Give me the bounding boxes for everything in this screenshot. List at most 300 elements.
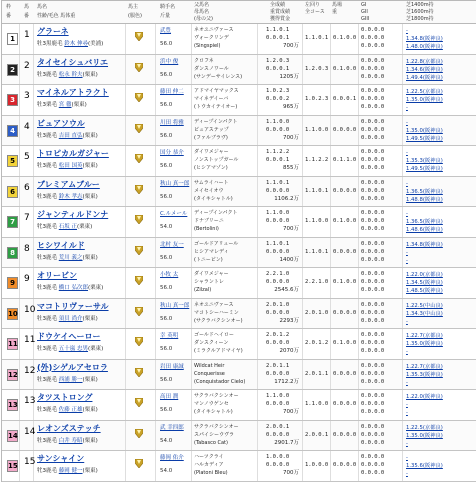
horse-name-link[interactable]: サンシャイン [37, 454, 85, 463]
dam-name: マコトシーハーミン [194, 309, 239, 316]
dam-name: スパイシーウヴラ [194, 431, 235, 438]
column-divider [358, 85, 359, 115]
horse-name-link[interactable]: ヒシワイルド [37, 240, 85, 250]
best-time-1400[interactable]: 1.22.5(京都良) [406, 424, 443, 431]
horse-info [37, 314, 98, 322]
gold-badge-icon [135, 337, 143, 346]
best-time-1600[interactable]: 1.36.5(阪神良) [406, 219, 443, 225]
column-divider [358, 329, 359, 359]
trainer-link[interactable]: 松永 幹夫 [58, 71, 83, 78]
column-divider [402, 238, 403, 268]
jockey-link[interactable]: 秋山 真一郎 [160, 302, 190, 309]
trainer-region: (栗東) [82, 132, 98, 139]
track-record: 0.0.0.1 [333, 96, 357, 102]
horse-name-link[interactable]: タイセイシュバリエ [37, 57, 109, 67]
g3-record: 0.0.0.0 [361, 134, 385, 141]
column-divider [302, 85, 303, 115]
best-time-1800[interactable]: - [406, 410, 408, 416]
table-row [2, 299, 476, 330]
trainer-link[interactable]: 藤岡 健一 [58, 468, 83, 474]
best-time-1400[interactable]: - [406, 455, 408, 461]
carried-weight: 54.0 [160, 437, 173, 444]
dam-name: ドナブリーニ [194, 218, 224, 224]
column-divider [19, 451, 20, 481]
horse-name-link[interactable]: ブレミアムブルー [37, 179, 100, 189]
gold-badge-icon [135, 368, 143, 377]
column-divider [358, 177, 359, 207]
damsire-name: (Singspiel) [194, 43, 221, 49]
g3-record: 0.0.0.0 [361, 348, 385, 354]
column-divider [330, 238, 331, 268]
carried-weight: 56.0 [160, 346, 173, 352]
horse-sex: 牡3 [37, 132, 46, 139]
column-divider [125, 421, 126, 451]
trainer-link[interactable]: 松田 国英 [58, 163, 83, 169]
column-divider [402, 55, 403, 85]
horse-name-link[interactable]: ドウケイへーロー [37, 332, 101, 341]
column-divider [19, 390, 20, 420]
sire-name: ダイワメジャー [194, 271, 229, 277]
trainer-link[interactable]: 鈴木 伸尋 [64, 41, 89, 47]
g2-record: 0.0.0.0 [361, 248, 385, 255]
damsire-name: (Tabasco Cat) [194, 439, 228, 446]
header-heavy: 重 [332, 9, 338, 15]
best-time-1800[interactable]: 1.48.8(阪神良) [406, 196, 443, 203]
horse-name-link[interactable]: ジャンティルドンナ [37, 210, 109, 219]
column-divider [402, 24, 403, 54]
damsire-name: (ファルブラヴ) [194, 134, 228, 141]
best-time-1400[interactable]: 1.22.0(阪神良) [406, 394, 443, 400]
column-divider [257, 451, 258, 481]
trainer-link[interactable]: 西浦 勝一 [58, 376, 83, 383]
best-time-1400[interactable]: 1.22.0(京都良) [406, 272, 443, 278]
header-best1800: 芝1800m持 [406, 16, 434, 22]
horse-name-link[interactable]: マイネルアトラクト [37, 88, 109, 97]
horse-info [37, 436, 98, 444]
career-record: 1.0.0.0 [266, 454, 290, 460]
best-time-1600[interactable]: - [406, 249, 408, 256]
column-divider [302, 268, 303, 298]
horse-coat: 鹿毛 [46, 224, 58, 230]
damsire-name: (タイキシャトル) [194, 195, 233, 202]
g1-record: 0.0.0.0 [361, 332, 385, 338]
column-divider [257, 268, 258, 298]
horse-coat: 鹿毛 [46, 132, 58, 139]
career-record: 1.1.0.0 [266, 210, 290, 216]
trainer-region: (栗東) [82, 71, 98, 78]
best-time-1400[interactable]: 1.22.7(京都良) [406, 333, 443, 339]
graded-record: 0.0.0.1 [266, 65, 290, 72]
horse-name-link[interactable]: ビュアソウル [37, 118, 85, 128]
pedigree [194, 362, 245, 386]
column-divider [155, 299, 156, 329]
jockey-link[interactable]: 藤岡 佑介 [160, 455, 184, 461]
best-time-1400[interactable]: - [406, 150, 408, 156]
damsire-name: (トウカイテイオー) [194, 104, 238, 110]
column-divider [125, 268, 126, 298]
best-time-1800[interactable]: 1.48.5(阪神良) [406, 288, 443, 294]
prize-money: 2545.6万 [274, 287, 299, 293]
column-divider [302, 329, 303, 359]
sire-name: ディープインパクト [194, 210, 238, 216]
best-time-1600[interactable]: 1.35.6(阪神良) [406, 463, 443, 469]
column-divider [358, 207, 359, 237]
jockey-link[interactable]: 浜中 俊 [160, 58, 179, 65]
prize-money: 700万 [283, 470, 299, 476]
trainer-link[interactable]: 五十嵐 忠男 [58, 346, 89, 352]
best-time-1400[interactable]: 1.22.5(中山良) [406, 302, 443, 309]
trainer-link[interactable]: 佐藤 正雄 [58, 407, 83, 413]
column-divider [191, 390, 192, 420]
sire-name: ダイワメジャー [194, 149, 229, 155]
dam-name: ヴォークリンデ [194, 35, 229, 41]
table-row [2, 421, 476, 452]
graded-record: 0.0.0.0 [266, 370, 290, 377]
jockey-link[interactable]: 幸 英明 [160, 333, 179, 339]
column-divider [302, 24, 303, 54]
trainer-link[interactable]: 須貝 尚介 [58, 315, 83, 322]
best-time-1800[interactable]: - [406, 349, 408, 355]
g3-record: 0.0.0.0 [361, 195, 385, 202]
track-record: 0.0.0.0 [333, 401, 357, 407]
trainer-link[interactable]: 橋口 弘次郎 [58, 285, 89, 291]
header-g1: GI [361, 2, 367, 8]
column-divider [402, 207, 403, 237]
best-time-1800[interactable]: 1.48.6(阪神良) [406, 227, 443, 233]
g3-record: 0.0.0.0 [361, 226, 385, 232]
dam-name: ダンスクィーン [194, 340, 229, 346]
damsire-name: (Bertolini) [194, 226, 219, 232]
carried-weight: 56.0 [160, 41, 173, 47]
horse-coat: 鹿毛 [46, 285, 58, 291]
best-time-1600[interactable]: 1.34.8(阪神良) [406, 36, 443, 42]
header-weight: 斤量 [160, 13, 171, 19]
trainer-link[interactable]: 宮 徹 [58, 102, 72, 108]
table-row [2, 207, 476, 238]
g1-record: 0.0.0.0 [361, 179, 385, 186]
gold-badge-icon [135, 429, 143, 438]
best-times [406, 332, 443, 356]
waku-number: 2 [7, 64, 18, 76]
prize-money: 1400万 [279, 256, 299, 263]
column-divider [155, 421, 156, 451]
trainer-region: (栗東) [82, 468, 98, 474]
best-time-1800[interactable]: - [406, 440, 408, 447]
best-time-1600[interactable]: 1.35.0(阪神良) [406, 341, 443, 347]
column-divider [358, 299, 359, 329]
horse-sex: 牡3 [37, 71, 46, 78]
horse-number: 11 [24, 335, 36, 345]
horse-name-link[interactable]: (外)シゲルアセロラ [37, 362, 108, 372]
best-time-1600[interactable]: 1.35.0(阪神良) [406, 432, 443, 439]
table-row [2, 24, 476, 55]
horse-name-link[interactable]: オリービン [37, 271, 77, 280]
column-divider [125, 24, 126, 54]
column-divider [402, 360, 403, 390]
horse-name-link[interactable]: タツストロング [37, 393, 93, 402]
g3-record: 0.0.0.0 [361, 104, 385, 110]
column-divider [155, 360, 156, 390]
best-time-1600[interactable]: 1.35.3(阪神良) [406, 158, 443, 164]
horse-name-link[interactable]: レオンズステッチ [37, 423, 101, 433]
trainer-link[interactable]: 白井 寿昭 [58, 437, 83, 444]
best-time-1400[interactable]: 1.34.8(阪神良) [406, 241, 443, 248]
column-divider [402, 451, 403, 481]
column-divider [358, 268, 359, 298]
table-row [2, 55, 476, 86]
horse-number: 3 [24, 91, 30, 101]
jockey-link[interactable]: 武豊 [160, 28, 172, 34]
trainer-link[interactable]: 石坂 正 [58, 224, 78, 230]
trainer-link[interactable]: 吉田 直弘 [58, 132, 83, 139]
column-divider [125, 207, 126, 237]
g2-record: 0.0.0.0 [361, 187, 385, 194]
graded-record: 0.0.0.0 [266, 340, 290, 346]
horse-name-link[interactable]: マコトリヴァーサル [37, 301, 109, 311]
best-time-1400[interactable]: - [406, 119, 408, 126]
header-waku: 枠 [6, 4, 12, 10]
column-divider [19, 24, 20, 54]
trainer-region: (栗東) [82, 376, 98, 383]
column-divider [402, 390, 403, 420]
g2-record: 0.0.0.0 [361, 279, 385, 285]
prize-money: 700万 [283, 43, 299, 49]
gold-badge-icon [135, 459, 143, 468]
best-time-1800[interactable]: 1.49.5(阪神良) [406, 135, 443, 142]
career-record: 1.1.0.1 [266, 27, 290, 33]
horse-coat: 鹿毛 [46, 346, 58, 352]
g1-record: 0.0.0.0 [361, 423, 385, 430]
pedigree [194, 57, 242, 81]
column-divider [125, 299, 126, 329]
jockey-link[interactable]: 岩田 康誠 [160, 363, 184, 370]
column-divider [125, 177, 126, 207]
best-time-1400[interactable]: - [406, 211, 408, 217]
track-record: 0.0.0.0 [333, 431, 357, 438]
dam-name: ハルカディア [194, 462, 224, 468]
waku-number: 3 [7, 94, 18, 106]
column-divider [302, 238, 303, 268]
jockey-link[interactable]: 北村 友一 [160, 241, 184, 248]
horse-sex: 牡3 [37, 346, 46, 352]
best-time-1600[interactable]: 1.36.5(阪神良) [406, 188, 443, 195]
best-times [406, 424, 443, 448]
sire-name: サクラバクシンオー [194, 393, 239, 399]
track-record: 0.1.0.0 [333, 218, 357, 224]
best-times [406, 393, 443, 417]
horse-sex: 牡3 [37, 376, 46, 383]
best-times [406, 454, 443, 478]
best-time-1600[interactable]: 1.34.3(中山良) [406, 310, 443, 317]
table-row [2, 177, 476, 208]
header-course: 全コース [305, 9, 325, 15]
column-divider [19, 360, 20, 390]
column-divider [191, 268, 192, 298]
horse-name-link[interactable]: グラーネ [37, 27, 69, 36]
best-time-1400[interactable]: - [406, 180, 408, 187]
column-divider [191, 146, 192, 176]
best-time-1600[interactable]: 1.35.3(阪神良) [406, 371, 443, 378]
header-owner: 馬主 [128, 4, 139, 10]
column-divider [402, 177, 403, 207]
best-time-1400[interactable]: 1.22.7(京都良) [406, 363, 443, 370]
damsire-name: (サンデーサイレンス) [194, 73, 243, 80]
best-time-1400[interactable]: 1.22.5(京都良) [406, 89, 443, 95]
horse-number: 14 [24, 426, 36, 437]
column-divider [19, 421, 20, 451]
jockey-link[interactable]: 高田 潤 [160, 394, 179, 400]
column-divider [155, 146, 156, 176]
column-divider [257, 55, 258, 85]
g2-record: 0.0.0.0 [361, 65, 385, 72]
column-divider [330, 299, 331, 329]
jockey-link[interactable]: 武 幸四郎 [160, 424, 184, 431]
trainer-region: (栗東) [82, 407, 98, 413]
best-time-1600[interactable]: 1.34.5(阪神良) [406, 280, 443, 286]
column-divider [33, 55, 34, 85]
g3-record: 0.0.0.0 [361, 470, 385, 476]
header-sire: 父馬名 [194, 2, 210, 8]
column-divider [125, 451, 126, 481]
best-time-1800[interactable]: - [406, 471, 408, 477]
horse-coat: 鹿毛 [46, 193, 58, 200]
column-divider [330, 390, 331, 420]
column-divider [257, 360, 258, 390]
jockey-link[interactable]: 小牧 太 [160, 272, 179, 278]
carried-weight: 56.0 [160, 407, 173, 413]
column-divider [19, 146, 20, 176]
graded-record: 0.0.0.0 [266, 126, 290, 133]
best-times [406, 210, 443, 234]
dam-name: マンノウゲンセ [194, 401, 229, 407]
column-divider [330, 329, 331, 359]
jockey-link[interactable]: 藤田 伸二 [160, 89, 184, 95]
column-divider [155, 85, 156, 115]
career-record: 2.0.0.1 [266, 423, 290, 430]
horse-sex: 牡3 [37, 254, 46, 261]
horse-sex: 牡3 [37, 102, 46, 108]
best-time-1600[interactable]: 1.35.0(阪神良) [406, 97, 443, 103]
gold-badge-icon [135, 124, 143, 133]
sire-name: Wildcat Heir [194, 362, 225, 369]
best-time-1600[interactable]: - [406, 402, 408, 408]
table-row [2, 116, 476, 147]
gold-badge-icon [135, 215, 143, 224]
column-divider [191, 360, 192, 390]
jockey-link[interactable]: C.ルメール [160, 211, 188, 217]
column-divider [358, 116, 359, 146]
column-divider [358, 146, 359, 176]
column-divider [402, 268, 403, 298]
g1-record: 0.0.0.0 [361, 393, 385, 399]
column-divider [19, 177, 20, 207]
gold-badge-icon [135, 246, 143, 255]
left-turn-record: 1.1.0.1 [305, 248, 329, 255]
left-turn-record: 2.0.1.2 [305, 340, 329, 346]
g3-record: 0.0.0.0 [361, 287, 385, 293]
best-time-1600[interactable]: 1.35.0(阪神良) [406, 127, 443, 134]
column-divider [19, 85, 20, 115]
waku-number: 10 [8, 309, 18, 318]
g3-record: 0.0.0.0 [361, 165, 385, 171]
carried-weight: 56.0 [160, 71, 173, 78]
trainer-region: (栗東) [88, 346, 104, 352]
best-time-1800[interactable]: - [406, 379, 408, 386]
column-divider [330, 177, 331, 207]
trainer-region: (栗東) [82, 315, 98, 322]
track-record: 0.1.1.0 [333, 157, 357, 163]
horse-name-link[interactable]: トロピカルガジャー [37, 149, 109, 158]
prize-money: 700万 [283, 134, 299, 141]
horse-info [37, 70, 98, 78]
left-turn-record: 2.2.1.0 [305, 279, 329, 285]
career-record: 1.1.0.0 [266, 393, 290, 399]
best-times [406, 27, 443, 51]
prize-money: 700万 [283, 226, 299, 232]
best-time-1800[interactable]: 1.48.0(阪神良) [406, 44, 443, 50]
best-time-1800[interactable]: 1.49.4(阪神良) [406, 74, 443, 81]
jockey-link[interactable]: 秋山 真一郎 [160, 180, 190, 187]
header-track: 馬場 [332, 2, 343, 8]
gold-badge-icon [135, 93, 143, 102]
column-divider [302, 360, 303, 390]
g2-record: 0.0.0.0 [361, 462, 385, 468]
column-divider [330, 207, 331, 237]
career-record: 2.2.1.0 [266, 271, 290, 277]
header-no2: 番 [24, 13, 30, 19]
trainer-link[interactable]: 荒川 義之 [58, 254, 83, 261]
horse-coat: 栗毛 [46, 102, 58, 108]
waku-number: 8 [7, 247, 18, 259]
jockey-link[interactable]: 国分 恭介 [160, 150, 184, 156]
gold-badge-icon [135, 63, 143, 72]
column-divider [330, 268, 331, 298]
best-time-1400[interactable]: 1.22.8(京都良) [406, 58, 443, 65]
horse-coat: 鹿毛 [46, 315, 58, 322]
jockey-link[interactable]: 川田 将雅 [160, 119, 184, 126]
header-jockey: 騎手名 [160, 4, 176, 10]
best-time-1800[interactable]: 1.49.5(阪神良) [406, 166, 443, 172]
column-divider [330, 360, 331, 390]
g3-record: 0.0.0.0 [361, 439, 385, 446]
g1-record: 0.0.0.0 [361, 149, 385, 155]
column-divider [33, 146, 34, 176]
header-horse: 馬名 [37, 4, 48, 10]
carried-weight: 56.0 [160, 285, 173, 291]
horse-number: 5 [24, 152, 30, 162]
best-time-1800[interactable]: - [406, 257, 408, 264]
best-time-1400[interactable]: - [406, 28, 408, 34]
horse-info [37, 344, 103, 352]
trainer-region: (栗東) [77, 224, 93, 230]
waku-number: 9 [7, 277, 18, 289]
best-times [406, 241, 443, 265]
track-record: 0.0.0.0 [333, 187, 357, 194]
gold-badge-icon [135, 185, 143, 194]
prize-money: 1106.2万 [274, 195, 299, 202]
column-divider [402, 116, 403, 146]
trainer-link[interactable]: 鈴木 孝志 [58, 193, 83, 200]
prize-money: 2070万 [279, 348, 299, 354]
horse-info [37, 131, 98, 139]
best-time-1800[interactable]: - [406, 105, 408, 111]
horse-number: 6 [24, 182, 30, 193]
carried-weight: 56.0 [160, 102, 173, 108]
header-uma: 馬 [24, 4, 30, 10]
best-time-1800[interactable]: - [406, 318, 408, 325]
best-time-1600[interactable]: 1.34.6(阪神良) [406, 66, 443, 73]
column-divider [155, 390, 156, 420]
